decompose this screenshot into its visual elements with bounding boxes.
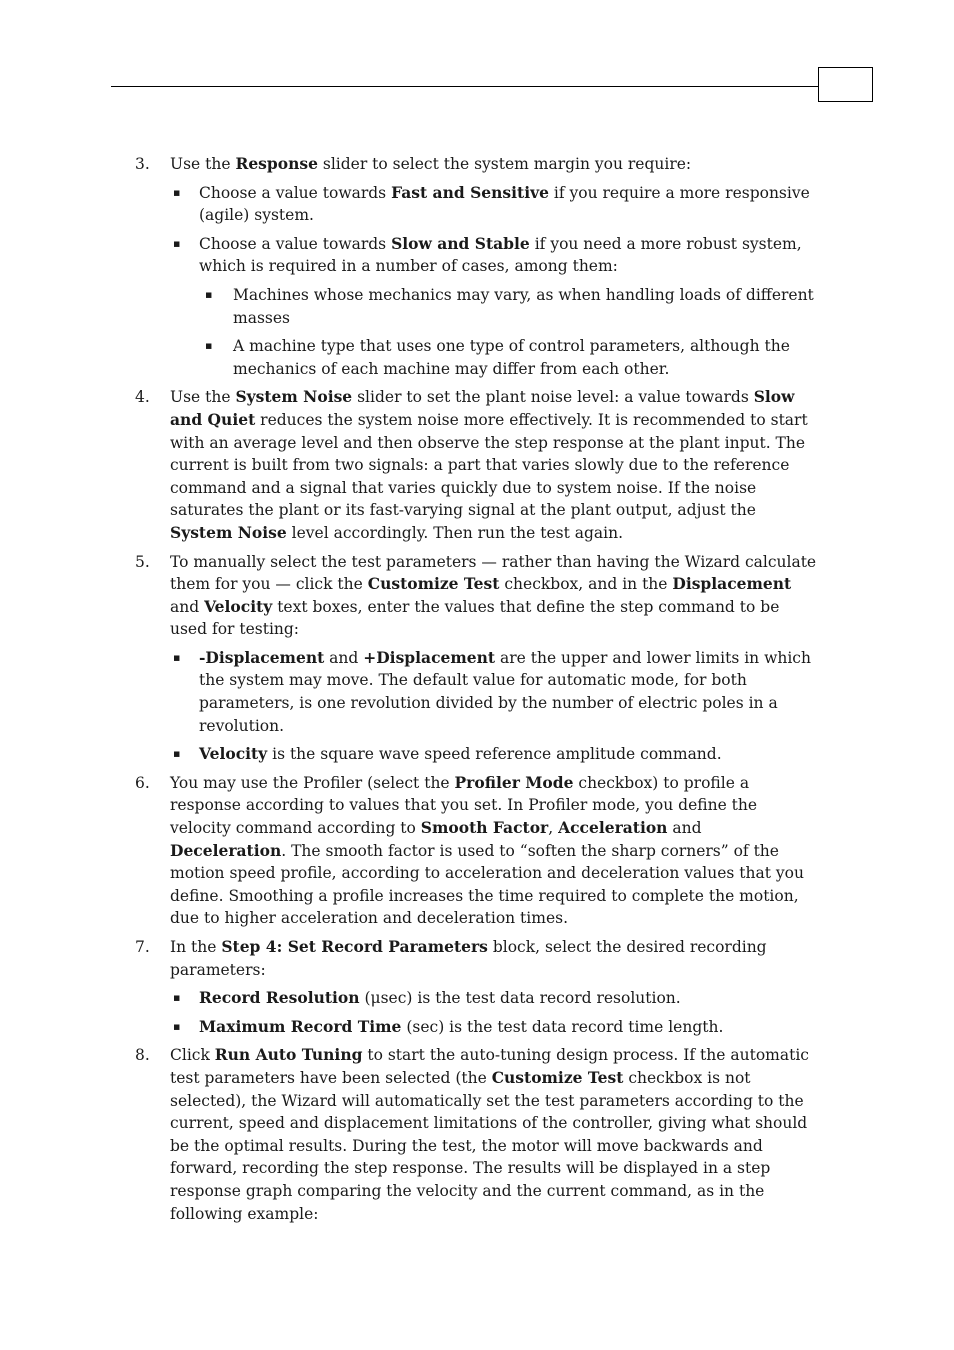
list-item-number: 3. — [135, 155, 150, 173]
list-item — [135, 1044, 818, 1225]
list-item-text: Click Run Auto Tuning to start the auto-tuning design process. If the automatic test parameters have been selected (the Customize Test checkbox is not selected), the Wizard will automatically set the test parameters according to the current, speed and displacement limitations of the controller, giving what should be the optimal results. During the test, the motor will move backwards and forward, recording the step response. The results will be displayed in a step response graph comparing the velocity and the current command, as in the following example: — [170, 1045, 809, 1223]
bullet-text: Maximum Record Time (sec) is the test data record time length. — [199, 1016, 724, 1036]
bullet-item — [173, 743, 818, 766]
bullet-marker-icon: ▪ — [173, 236, 181, 250]
bullet-text: Record Resolution (μsec) is the test data record resolution. — [199, 988, 681, 1008]
bullet-item — [173, 182, 818, 227]
document-body — [0, 153, 954, 1231]
bullet-marker-icon: ▪ — [173, 1019, 181, 1033]
bullet-marker-icon: ▪ — [173, 650, 181, 664]
bullet-text: -Displacement and +Displacement are the upper and lower limits in which the system may move. The default value for automatic mode, for both parameters, is one revolution divided by the number of electric poles in a revolution. — [199, 647, 811, 735]
bullet-item — [173, 1016, 818, 1039]
list-item-number: 7. — [135, 938, 150, 956]
list-item-text: In the Step 4: Set Record Parameters block, select the desired recording parameters: — [170, 937, 767, 979]
bullet-text: Velocity is the square wave speed reference amplitude command. — [199, 744, 722, 764]
list-item — [135, 551, 818, 766]
bullet-marker-icon: ▪ — [205, 287, 213, 301]
header-rule — [111, 86, 818, 87]
list-item — [135, 386, 818, 544]
bullet-item — [173, 647, 818, 737]
sub-bullet-item — [205, 284, 818, 329]
sub-bullet-text: A machine type that uses one type of control parameters, although the mechanics of each machine may differ from each other. — [233, 337, 790, 378]
bullet-marker-icon: ▪ — [173, 747, 181, 761]
bullet-marker-icon: ▪ — [173, 185, 181, 199]
bullet-marker-icon: ▪ — [173, 991, 181, 1005]
list-item-text: To manually select the test parameters — rather than having the Wizard calculate them for you — click the Customize Test checkbox, and in the Displacement and Velocity text boxes, enter the values that define the step command to be used for testing: — [170, 552, 817, 639]
list-item-text: Use the Response slider to select the system margin you require: — [170, 154, 692, 173]
sub-bullet-text: Machines whose mechanics may vary, as when handling loads of different masses — [233, 285, 814, 327]
list-item-number: 8. — [135, 1046, 150, 1065]
list-item-number: 4. — [135, 388, 150, 407]
bullet-item — [173, 233, 818, 381]
bullet-text: Choose a value towards Slow and Stable if you need a more robust system, which is required in a number of cases, among them: — [199, 233, 802, 276]
list-item-text: Use the System Noise slider to set the plant noise level: a value towards Slow and Quiet reduces the system noise more effectively. It is recommended to start with an average level and then observe the step response at the plant input. The current is built from two signals: a part that varies slowly due to the reference command and a signal that varies quickly due to system noise. If the noise saturates the plant or its fast-varying signal at the plant output, adjust the System Noise level accordingly. Then run the test again. — [170, 387, 808, 542]
bullet-item — [173, 987, 818, 1010]
list-item — [135, 936, 818, 1038]
list-item-number: 6. — [135, 773, 150, 792]
list-item — [135, 153, 818, 380]
bullet-marker-icon: ▪ — [205, 339, 213, 353]
list-item-number: 5. — [135, 552, 150, 571]
sub-bullet-item — [205, 335, 818, 380]
list-item — [135, 772, 818, 930]
bullet-text: Choose a value towards Fast and Sensitive if you require a more responsive (agile) system. — [199, 182, 810, 225]
page-number-box — [818, 67, 873, 102]
list-item-text: You may use the Profiler (select the Profiler Mode checkbox) to profile a response according to values that you set. In Profiler mode, you define the velocity command according to Smooth Factor, Acceleration and Deceleration. The smooth factor is used to “soften the sharp corners” of the motion speed profile, according to acceleration and deceleration values that you define. Smoothing a profile increases the time required to complete the motion, due to higher acceleration and deceleration times. — [170, 772, 804, 928]
